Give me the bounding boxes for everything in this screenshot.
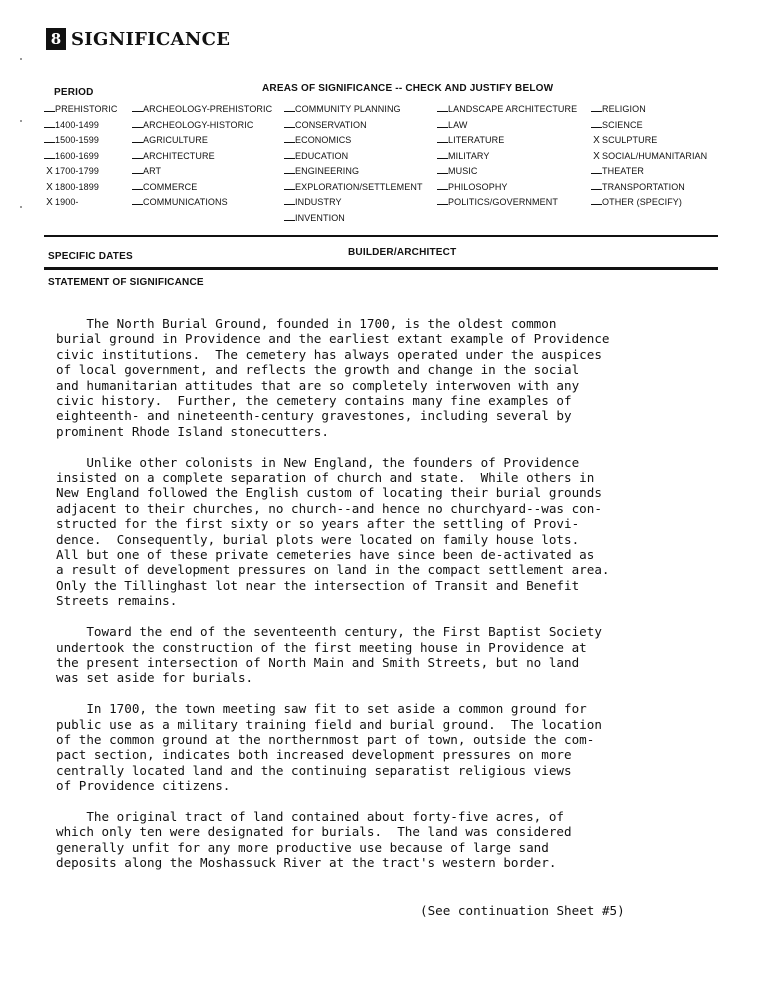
text-line: burial ground in Providence and the earliest extant example of Providence — [56, 331, 610, 347]
text-line: was set aside for burials. — [56, 670, 254, 686]
checklist-item-label: ECONOMICS — [295, 135, 352, 145]
checklist-item[interactable] — [437, 118, 577, 134]
checklist-item[interactable] — [437, 195, 577, 211]
blank-check-line — [284, 127, 295, 128]
checklist-item[interactable] — [591, 102, 707, 118]
blank-check-line — [44, 158, 55, 159]
check-x-mark: X — [46, 181, 53, 193]
areas-label: AREAS OF SIGNIFICANCE -- CHECK AND JUSTIFY BELOW — [262, 83, 554, 94]
blank-check-line — [132, 189, 143, 190]
checklist-item[interactable] — [44, 195, 117, 211]
blank-check-line — [284, 142, 295, 143]
checklist-item[interactable] — [132, 195, 272, 211]
checklist-item[interactable] — [132, 149, 272, 165]
blank-check-line — [437, 204, 448, 205]
checklist-item[interactable] — [132, 180, 272, 196]
text-line: Only the Tillinghast lot near the intersection of Transit and Benefit — [56, 577, 580, 593]
margin-speck — [20, 206, 22, 208]
text-line: pact section, indicates both increased development pressures on more — [56, 747, 572, 763]
blank-check-line — [132, 142, 143, 143]
text-line: of Providence citizens. — [56, 778, 231, 794]
checklist-item[interactable] — [44, 149, 117, 165]
blank-check-line — [591, 127, 602, 128]
blank-check-line — [44, 111, 55, 112]
checklist-item[interactable] — [44, 102, 117, 118]
checklist-item-label: ARCHITECTURE — [143, 150, 215, 161]
statement-paragraph — [56, 455, 726, 609]
blank-check-line — [591, 173, 602, 174]
checklist-item-label: CONSERVATION — [295, 119, 367, 130]
checklist-item-label: TRANSPORTATION — [602, 181, 685, 192]
areas-column-1 — [132, 102, 272, 211]
text-line: The original tract of land contained about forty-five acres, of — [56, 808, 564, 824]
statement-body — [56, 316, 726, 886]
checklist-item-label: OTHER (SPECIFY) — [602, 197, 683, 207]
text-line: deposits along the Moshassuck River at the tract's western border. — [56, 855, 557, 871]
text-line: Streets remains. — [56, 593, 178, 609]
checklist-item-label: INVENTION — [295, 212, 345, 223]
blank-check-line — [591, 189, 602, 190]
checklist-item[interactable] — [591, 180, 707, 196]
text-line: Toward the end of the seventeenth century, the First Baptist Society — [56, 624, 602, 640]
blank-check-line — [132, 111, 143, 112]
checklist-item[interactable] — [591, 149, 707, 165]
text-line: of local government, and reflects the growth and change in the social — [56, 362, 580, 378]
statement-paragraph — [56, 701, 726, 793]
text-line: prominent Rhode Island stonecutters. — [56, 423, 329, 439]
checklist-item[interactable] — [132, 118, 272, 134]
checklist-item-label: ARCHEOLOGY-PREHISTORIC — [143, 104, 273, 114]
text-line: public use as a military training field and burial ground. The location — [56, 716, 602, 732]
checklist-item[interactable] — [284, 180, 423, 196]
checklist-item-label: COMMUNICATIONS — [143, 197, 228, 207]
checklist-item-label: MUSIC — [448, 166, 478, 176]
checklist-item-label: PHILOSOPHY — [448, 181, 508, 192]
checklist-item-label: PREHISTORIC — [55, 104, 118, 114]
checklist-item-label: MILITARY — [448, 150, 490, 161]
continuation-note: (See continuation Sheet #5) — [420, 903, 625, 918]
checklist-item-label: 1600-1699 — [55, 150, 99, 161]
blank-check-line — [437, 173, 448, 174]
areas-column-4 — [591, 102, 707, 211]
blank-check-line — [437, 127, 448, 128]
checklist-item[interactable] — [591, 133, 707, 149]
checklist-item[interactable] — [437, 133, 577, 149]
text-line: insisted on a complete separation of church and state. While others in — [56, 470, 595, 486]
text-line: Unlike other colonists in New England, the founders of Providence — [56, 454, 580, 470]
blank-check-line — [284, 111, 295, 112]
text-line: civic history. Further, the cemetery contains many fine examples of — [56, 393, 572, 409]
specific-dates-label: SPECIFIC DATES — [48, 251, 133, 262]
checklist-item-label: 1800-1899 — [55, 181, 99, 192]
checklist-item-label: COMMUNITY PLANNING — [295, 104, 401, 114]
checklist-item[interactable] — [591, 195, 707, 211]
text-line: undertook the construction of the first meeting house in Providence at — [56, 639, 587, 655]
blank-check-line — [132, 173, 143, 174]
checklist-item-label: THEATER — [602, 166, 645, 176]
section-title: SIGNIFICANCE — [71, 28, 231, 50]
blank-check-line — [132, 127, 143, 128]
checklist-item[interactable] — [132, 102, 272, 118]
text-line: The North Burial Ground, founded in 1700, is the oldest common — [56, 316, 557, 331]
checklist-item-label: 1400-1499 — [55, 119, 99, 130]
check-x-mark: X — [46, 166, 53, 177]
checklist-item-label: ART — [143, 166, 162, 176]
text-line: New England followed the English custom of locating their burial grounds — [56, 485, 602, 501]
text-line: and humanitarian attitudes that are so completely interwoven with any — [56, 377, 580, 393]
section-header — [46, 28, 230, 50]
text-line: of the common ground at the northernmost part of town, outside the com- — [56, 731, 595, 747]
checklist-item-label: LANDSCAPE ARCHITECTURE — [448, 104, 578, 114]
checklist-item[interactable] — [284, 118, 423, 134]
checklist-item[interactable] — [437, 164, 577, 180]
check-x-mark: X — [46, 197, 53, 208]
blank-check-line — [284, 158, 295, 159]
text-line: All but one of these private cemeteries have since been de-activated as — [56, 547, 595, 563]
checklist-item-label: 1900- — [55, 197, 79, 207]
blank-check-line — [284, 189, 295, 190]
blank-check-line — [437, 142, 448, 143]
text-line: structed for the first sixty or so years after the settling of Provi- — [56, 516, 580, 532]
checklist-item-label: 1500-1599 — [55, 135, 99, 145]
check-x-mark: X — [593, 150, 600, 162]
divider-rule-top — [44, 235, 718, 237]
statement-label: STATEMENT OF SIGNIFICANCE — [48, 277, 204, 288]
period-label: PERIOD — [54, 87, 94, 98]
checklist-item-label: COMMERCE — [143, 181, 198, 192]
checklist-item[interactable] — [437, 102, 577, 118]
checklist-item[interactable] — [284, 133, 423, 149]
areas-column-2 — [284, 102, 423, 226]
checklist-item[interactable] — [591, 164, 707, 180]
checklist-item-label: LAW — [448, 119, 468, 130]
blank-check-line — [591, 111, 602, 112]
checklist-item[interactable] — [284, 149, 423, 165]
text-line: In 1700, the town meeting saw fit to set aside a common ground for — [56, 701, 587, 717]
blank-check-line — [132, 158, 143, 159]
blank-check-line — [437, 189, 448, 190]
blank-check-line — [44, 142, 55, 143]
text-line: which only ten were designated for burials. The land was considered — [56, 824, 572, 840]
statement-paragraph — [56, 624, 726, 686]
divider-rule-bottom — [44, 267, 718, 270]
checklist-item-label: INDUSTRY — [295, 197, 342, 207]
blank-check-line — [132, 204, 143, 205]
margin-speck — [20, 120, 22, 122]
statement-paragraph — [56, 316, 726, 439]
margin-speck — [20, 58, 22, 60]
checklist-item-label: AGRICULTURE — [143, 135, 208, 145]
checklist-item-label: EXPLORATION/SETTLEMENT — [295, 181, 423, 192]
checklist-item[interactable] — [284, 195, 423, 211]
blank-check-line — [591, 204, 602, 205]
checklist-item-label: SCULPTURE — [602, 135, 658, 145]
checklist-item[interactable] — [44, 133, 117, 149]
checklist-item-label: ENGINEERING — [295, 166, 360, 176]
period-column — [44, 102, 117, 211]
checklist-item[interactable] — [44, 164, 117, 180]
builder-architect-label: BUILDER/ARCHITECT — [348, 247, 457, 258]
check-x-mark: X — [593, 135, 600, 146]
checklist-item[interactable] — [132, 133, 272, 149]
text-line: the present intersection of North Main and Smith Streets, but no land — [56, 654, 580, 670]
checklist-item-label: RELIGION — [602, 104, 646, 114]
checklist-item[interactable] — [591, 118, 707, 134]
blank-check-line — [284, 204, 295, 205]
checklist-item[interactable] — [437, 149, 577, 165]
checklist-item-label: SCIENCE — [602, 119, 643, 130]
text-line: adjacent to their churches, no church--and hence no churchyard--was con- — [56, 500, 602, 516]
checklist-item[interactable] — [132, 164, 272, 180]
checklist-item[interactable] — [437, 180, 577, 196]
blank-check-line — [284, 220, 295, 221]
blank-check-line — [44, 127, 55, 128]
section-number-box: 8 — [46, 28, 66, 50]
checklist-item-label: LITERATURE — [448, 135, 505, 145]
checklist-item-label: SOCIAL/HUMANITARIAN — [602, 150, 708, 161]
checklist-item[interactable] — [44, 118, 117, 134]
checklist-item-label: 1700-1799 — [55, 166, 99, 176]
checklist-item-label: EDUCATION — [295, 150, 349, 161]
text-line: centrally located land and the continuing separatist religious views — [56, 762, 572, 778]
text-line: dence. Consequently, burial plots were located on family house lots. — [56, 531, 580, 547]
checklist-item[interactable] — [284, 102, 423, 118]
statement-paragraph — [56, 809, 726, 871]
checklist-item[interactable] — [284, 211, 423, 227]
checklist-item-label: ARCHEOLOGY-HISTORIC — [143, 119, 254, 130]
blank-check-line — [437, 158, 448, 159]
checklist-item-label: POLITICS/GOVERNMENT — [448, 197, 558, 207]
text-line: civic institutions. The cemetery has always operated under the auspices — [56, 346, 602, 362]
checklist-item[interactable] — [44, 180, 117, 196]
areas-column-3 — [437, 102, 577, 211]
checklist-item[interactable] — [284, 164, 423, 180]
blank-check-line — [437, 111, 448, 112]
blank-check-line — [284, 173, 295, 174]
text-line: generally unfit for any more productive use because of large sand — [56, 839, 549, 855]
text-line: eighteenth- and nineteenth-century gravestones, including several by — [56, 408, 572, 424]
text-line: a result of development pressures on land in the compact settlement area. — [56, 562, 610, 578]
